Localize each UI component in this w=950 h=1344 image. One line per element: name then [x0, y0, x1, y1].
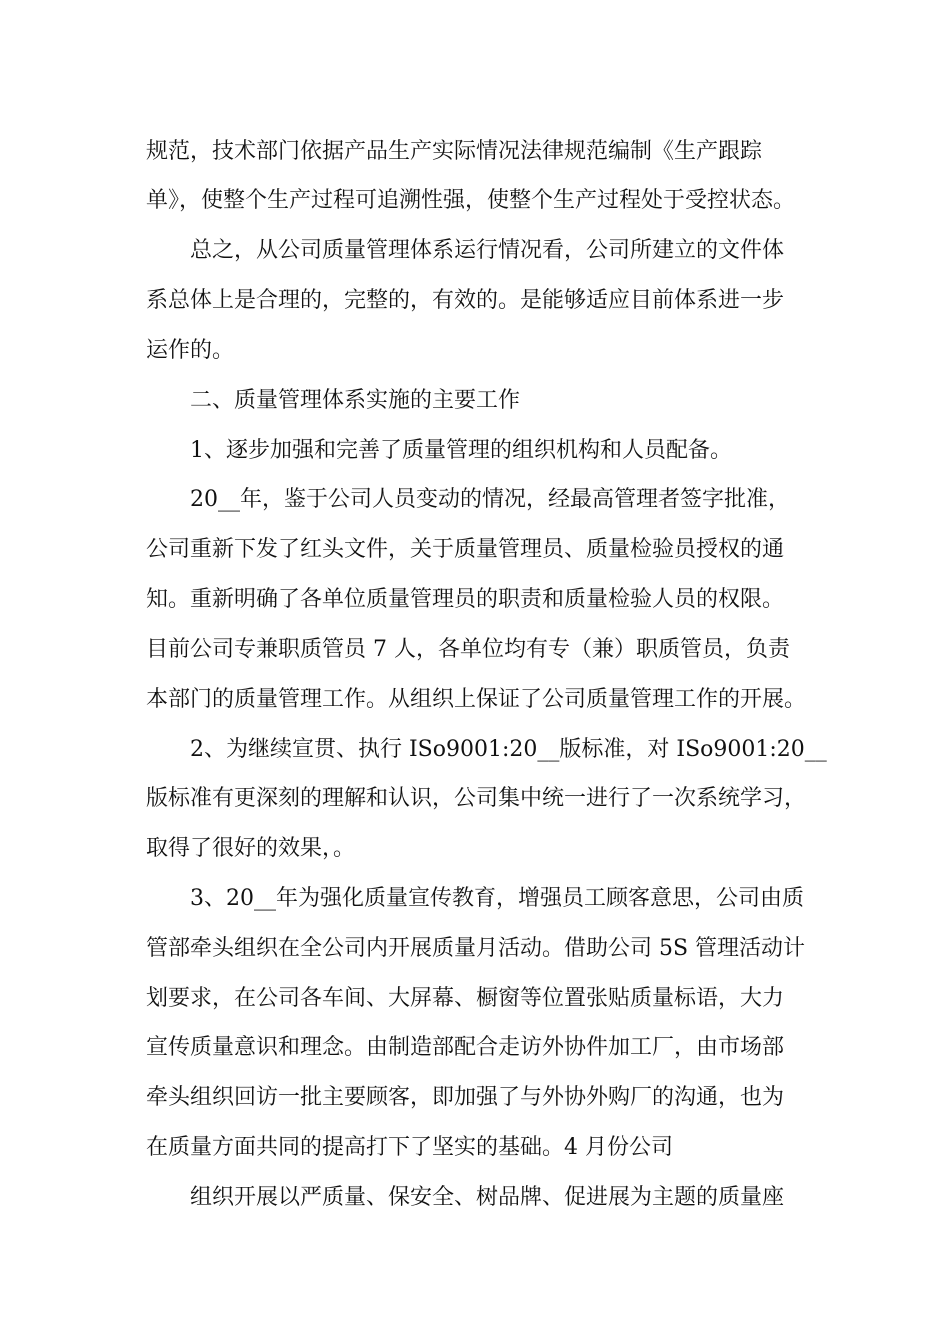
- text-line: 2、为继续宣贯、执行 ISo9001:20__版标准，对 ISo9001:20__: [190, 737, 827, 762]
- text-line: 取得了很好的效果，。: [146, 836, 356, 861]
- text-line: 系总体上是合理的，完整的，有效的。是能够适应目前体系进一步: [146, 288, 785, 313]
- text-line: 单》，使整个生产过程可追溯性强，使整个生产过程处于受控状态。: [146, 188, 796, 213]
- text-line: 在质量方面共同的提高打下了坚实的基础。4 月份公司: [146, 1135, 673, 1160]
- text-line: 划要求，在公司各车间、大屏幕、橱窗等位置张贴质量标语，大力: [146, 986, 785, 1011]
- text-line: 二、质量管理体系实施的主要工作: [190, 388, 521, 413]
- text-line: 总之，从公司质量管理体系运行情况看，公司所建立的文件体: [190, 238, 785, 263]
- text-line: 本部门的质量管理工作。从组织上保证了公司质量管理工作的开展。: [146, 687, 807, 712]
- text-line: 20__年，鉴于公司人员变动的情况，经最高管理者签字批准，: [190, 487, 790, 512]
- text-line: 1、逐步加强和完善了质量管理的组织机构和人员配备。: [190, 438, 732, 463]
- text-line: 宣传质量意识和理念。由制造部配合走访外协件加工厂，由市场部: [146, 1035, 785, 1060]
- text-line: 组织开展以严质量、保安全、树品牌、促进展为主题的质量座: [190, 1185, 785, 1210]
- text-line: 3、20__年为强化质量宣传教育，增强员工顾客意思，公司由质: [190, 886, 804, 911]
- text-line: 知。重新明确了各单位质量管理员的职责和质量检验人员的权限。: [146, 587, 785, 612]
- text-line: 规范，技术部门依据产品生产实际情况法律规范编制《生产跟踪: [146, 139, 763, 164]
- text-line: 公司重新下发了红头文件，关于质量管理员、质量检验员授权的通: [146, 537, 785, 562]
- text-line: 目前公司专兼职质管员 7 人，各单位均有专（兼）职质管员，负责: [146, 637, 790, 662]
- text-line: 运作的。: [146, 338, 235, 363]
- text-line: 管部牵头组织在全公司内开展质量月活动。借助公司 5S 管理活动计: [146, 936, 806, 961]
- text-line: 版标准有更深刻的理解和认识，公司集中统一进行了一次系统学习，: [146, 786, 807, 811]
- text-line: 牵头组织回访一批主要顾客，即加强了与外协外购厂的沟通，也为: [146, 1085, 785, 1110]
